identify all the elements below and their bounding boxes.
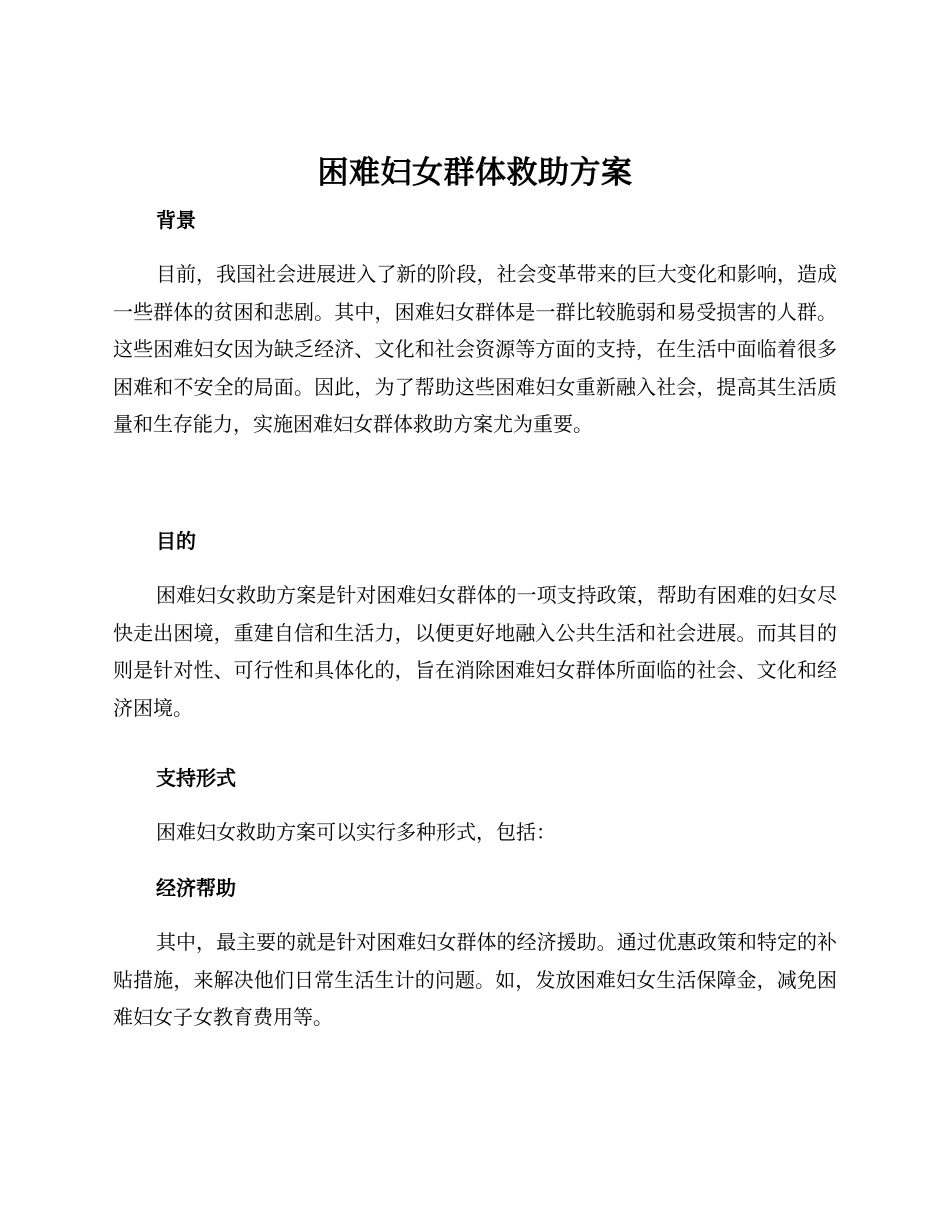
section-paragraph-background: 目前，我国社会进展进入了新的阶段，社会变革带来的巨大变化和影响，造成一些群体的贫困和悲剧。其中，困难妇女群体是一群比较脆弱和易受损害的人群。这些困难妇女因为缺乏经济、文化和社会资源等方面的支持，在生活中面临着很多困难和不安全的局面。因此，为了帮助这些困难妇女重新融入社会，提高其生活质量和生存能力，实施困难妇女群体救助方案尤为重要。 <box>113 262 837 437</box>
section-paragraph-purpose: 困难妇女救助方案是针对困难妇女群体的一项支持政策，帮助有困难的妇女尽快走出困境，重建自信和生活力，以便更好地融入公共生活和社会进展。而其目的则是针对性、可行性和具体化的，旨在消除困难妇女群体所面临的社会、文化和经济困境。 <box>113 583 837 720</box>
section-paragraph-economic-help: 其中，最主要的就是针对困难妇女群体的经济援助。通过优惠政策和特定的补贴措施，来解决他们日常生活生计的问题。如，发放困难妇女生活保障金，减免困难妇女子女教育费用等。 <box>113 930 837 1030</box>
section-heading-support-forms: 支持形式 <box>156 766 236 790</box>
section-heading-purpose: 目的 <box>156 529 196 553</box>
section-heading-economic-help: 经济帮助 <box>156 876 236 900</box>
section-paragraph-support-forms: 困难妇女救助方案可以实行多种形式，包括： <box>156 820 556 844</box>
section-heading-background: 背景 <box>156 208 196 232</box>
document-title: 困难妇女群体救助方案 <box>317 155 633 191</box>
